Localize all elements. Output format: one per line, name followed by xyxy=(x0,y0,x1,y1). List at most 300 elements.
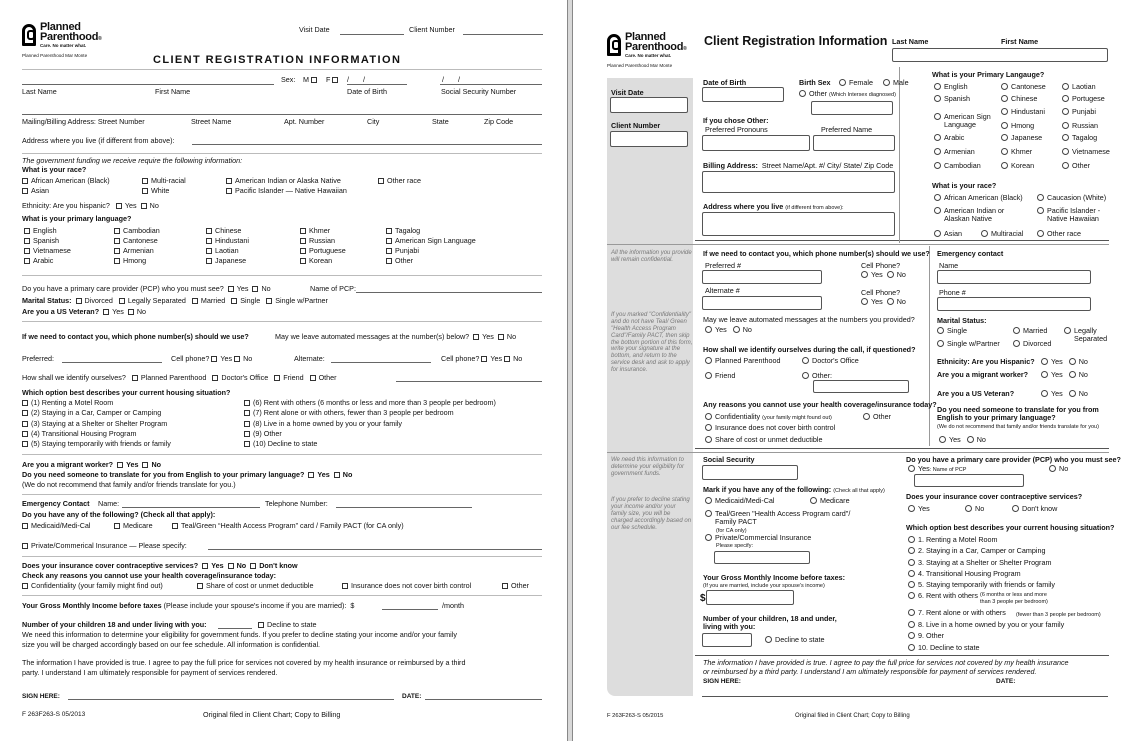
language-radio[interactable] xyxy=(1062,162,1069,169)
no-radio[interactable] xyxy=(1049,465,1056,472)
translate-question: Do you need someone to translate for you from English to your primary language? xyxy=(937,405,1099,423)
language-option[interactable] xyxy=(1062,134,1097,142)
race-radio[interactable] xyxy=(934,194,941,201)
race-checkbox[interactable] xyxy=(226,188,232,194)
no-radio[interactable] xyxy=(733,326,740,333)
identify-other-input[interactable] xyxy=(813,380,909,393)
housing-radio[interactable] xyxy=(908,570,915,577)
language-checkbox[interactable] xyxy=(24,228,30,234)
race-radio[interactable] xyxy=(934,230,941,237)
language-option[interactable] xyxy=(1001,134,1042,142)
language-checkbox[interactable] xyxy=(114,238,120,244)
sex-m-checkbox[interactable] xyxy=(311,77,317,83)
language-label: Laotian xyxy=(1072,82,1096,91)
dont-know-label: Don't know xyxy=(259,561,298,570)
identify-question: How shall we identify ourselves during the call, if questioned? xyxy=(703,345,916,354)
logo-reg: ® xyxy=(98,36,102,42)
race-asian: Asian xyxy=(944,229,962,238)
yes-checkbox[interactable] xyxy=(473,334,479,340)
sex-f-checkbox[interactable] xyxy=(332,77,338,83)
language-option[interactable] xyxy=(1062,95,1105,103)
preferred-name-input[interactable] xyxy=(813,135,895,151)
no-radio[interactable] xyxy=(1069,390,1076,397)
logo-name-1: Planned xyxy=(625,31,666,43)
home-address-input[interactable] xyxy=(702,212,895,236)
decline-label: Decline to state xyxy=(775,635,825,644)
language-option[interactable] xyxy=(24,247,71,255)
sex-f-option[interactable] xyxy=(326,76,341,84)
language-label: Vietnamese xyxy=(33,246,71,255)
reason-other: Other xyxy=(873,412,891,421)
yes-radio[interactable] xyxy=(908,465,915,472)
housing-option[interactable] xyxy=(908,592,978,600)
language-checkbox[interactable] xyxy=(386,258,392,264)
housing-option[interactable] xyxy=(22,399,113,407)
language-radio[interactable] xyxy=(1062,148,1069,155)
housing-option[interactable] xyxy=(908,609,1006,617)
no-radio[interactable] xyxy=(1069,371,1076,378)
dont-know-checkbox[interactable] xyxy=(250,563,256,569)
no-label: No xyxy=(1078,389,1088,398)
language-checkbox[interactable] xyxy=(300,248,306,254)
attestation-1: The information I have provided is true. I agree to pay the full price for services not covered by my health insurance xyxy=(703,658,1069,667)
language-label: Portugese xyxy=(1072,94,1105,103)
race-checkbox[interactable] xyxy=(22,178,28,184)
yes-checkbox[interactable] xyxy=(103,309,109,315)
housing-option[interactable] xyxy=(244,420,402,428)
no-checkbox[interactable] xyxy=(228,563,234,569)
attestation-1: The information I have provided is true. I agree to pay the full price for services not covered by my health insurance or reimbursed by a third xyxy=(22,658,466,667)
housing-checkbox[interactable] xyxy=(22,431,28,437)
language-radio[interactable] xyxy=(934,95,941,102)
language-option[interactable] xyxy=(24,257,53,265)
no-checkbox[interactable] xyxy=(252,286,258,292)
identify-radio[interactable] xyxy=(802,372,809,379)
language-radio[interactable] xyxy=(1001,122,1008,129)
yes-checkbox[interactable] xyxy=(116,203,122,209)
reason-no-birth-control: Insurance does not cover birth control xyxy=(715,423,836,432)
language-option[interactable] xyxy=(934,134,964,142)
marital-checkbox[interactable] xyxy=(231,298,237,304)
housing-option[interactable] xyxy=(22,440,171,448)
marital-radio[interactable] xyxy=(1013,327,1020,334)
housing-radio[interactable] xyxy=(908,536,915,543)
coverage-checkbox[interactable] xyxy=(22,523,28,529)
language-option[interactable] xyxy=(114,257,146,265)
housing-option[interactable] xyxy=(244,440,317,448)
housing-checkbox[interactable] xyxy=(244,410,250,416)
yes-radio[interactable] xyxy=(1041,371,1048,378)
dont-know-radio[interactable] xyxy=(1012,505,1019,512)
language-label: Portuguese xyxy=(309,246,346,255)
alternate-number-input[interactable] xyxy=(702,296,822,310)
yes-radio[interactable] xyxy=(1041,358,1048,365)
language-checkbox[interactable] xyxy=(206,248,212,254)
language-checkbox[interactable] xyxy=(300,228,306,234)
no-radio[interactable] xyxy=(967,436,974,443)
language-option[interactable] xyxy=(1001,108,1045,116)
language-option[interactable] xyxy=(1001,162,1034,170)
decline-checkbox[interactable] xyxy=(258,622,264,628)
yes-label: Yes xyxy=(490,354,503,363)
first-name-label: First Name xyxy=(155,87,191,96)
housing-radio[interactable] xyxy=(908,632,915,639)
housing-option[interactable] xyxy=(908,547,1045,555)
housing-checkbox[interactable] xyxy=(22,421,28,427)
pp-logo-mark-icon xyxy=(607,34,621,56)
language-option[interactable] xyxy=(206,237,249,245)
reason-radio[interactable] xyxy=(705,413,712,420)
yes-checkbox[interactable] xyxy=(228,286,234,292)
language-checkbox[interactable] xyxy=(386,248,392,254)
race-checkbox[interactable] xyxy=(378,178,384,184)
language-checkbox[interactable] xyxy=(386,228,392,234)
yes-checkbox[interactable] xyxy=(117,462,123,468)
yes-checkbox[interactable] xyxy=(202,563,208,569)
language-option[interactable] xyxy=(114,227,160,235)
housing-radio[interactable] xyxy=(908,592,915,599)
language-option[interactable] xyxy=(1062,83,1096,91)
housing-radio[interactable] xyxy=(908,621,915,628)
race-pacific-islander: Pacific Islander - Native Hawaiian xyxy=(1047,206,1101,224)
language-radio[interactable] xyxy=(1001,108,1008,115)
decline-radio[interactable] xyxy=(765,636,772,643)
language-label: Japanese xyxy=(1011,133,1043,142)
housing-checkbox[interactable] xyxy=(22,441,28,447)
funding-note: The government funding we receive require the following information: xyxy=(22,156,243,165)
page-title: CLIENT REGISTRATION INFORMATION xyxy=(153,54,402,66)
marital-checkbox[interactable] xyxy=(76,298,82,304)
race-checkbox[interactable] xyxy=(22,188,28,194)
pcp-name-input[interactable] xyxy=(914,474,1024,487)
housing-checkbox[interactable] xyxy=(244,431,250,437)
reasons-question: Check any reasons you cannot use your health coverage/insurance today: xyxy=(22,571,277,580)
housing-option[interactable] xyxy=(22,420,167,428)
ssn-input[interactable] xyxy=(702,465,798,480)
housing-option[interactable] xyxy=(908,559,1051,567)
no-radio[interactable] xyxy=(887,271,894,278)
yes-radio[interactable] xyxy=(939,436,946,443)
marital-married: Married xyxy=(200,296,226,305)
language-option[interactable] xyxy=(114,237,158,245)
language-checkbox[interactable] xyxy=(24,238,30,244)
housing-label: 1. Renting a Motel Room xyxy=(918,535,998,544)
language-radio[interactable] xyxy=(934,134,941,141)
housing-checkbox[interactable] xyxy=(22,410,28,416)
language-label: Russian xyxy=(1072,121,1098,130)
language-radio[interactable] xyxy=(1001,134,1008,141)
marital-radio[interactable] xyxy=(937,327,944,334)
eligibility-note-2: size you will be charged accordingly based on our fee schedule. All information is confidential. xyxy=(22,640,321,649)
language-option[interactable] xyxy=(386,237,476,245)
language-checkbox[interactable] xyxy=(24,258,30,264)
coverage-radio[interactable] xyxy=(705,510,712,517)
housing-option[interactable] xyxy=(908,581,1055,589)
race-radio[interactable] xyxy=(1037,207,1044,214)
no-label: No xyxy=(513,354,523,363)
reason-radio[interactable] xyxy=(705,436,712,443)
reason-checkbox[interactable] xyxy=(197,583,203,589)
housing-label: 5. Staying temporarily with friends or family xyxy=(918,580,1056,589)
language-option[interactable] xyxy=(300,247,346,255)
housing-radio[interactable] xyxy=(908,559,915,566)
billing-address-input[interactable] xyxy=(702,171,895,193)
language-label: Punjabi xyxy=(1072,107,1096,116)
identify-radio[interactable] xyxy=(802,357,809,364)
ec-phone-input[interactable] xyxy=(937,297,1091,311)
identify-checkbox[interactable] xyxy=(132,375,138,381)
reason-checkbox[interactable] xyxy=(22,583,28,589)
housing-label: 2. Staying in a Car, Camper or Camping xyxy=(918,546,1046,555)
language-option[interactable] xyxy=(934,162,981,170)
race-radio[interactable] xyxy=(1037,194,1044,201)
no-checkbox[interactable] xyxy=(142,462,148,468)
side-note-confidentiality: If you marked "Confidentiality" and do not have Teal/ Green "Health Access Program Card"/Family PACT, then skip the bottom portion of this form, write your signature at the bottom, and return to the service desk and ask to apply for insurance. xyxy=(611,312,693,374)
side-note-confidential: All the information you provide will remain confidential. xyxy=(611,250,692,263)
yes-checkbox[interactable] xyxy=(481,356,487,362)
language-option[interactable] xyxy=(1062,162,1090,170)
ec-name-input[interactable] xyxy=(937,270,1091,284)
marital-radio[interactable] xyxy=(1013,340,1020,347)
language-checkbox[interactable] xyxy=(386,238,392,244)
language-radio[interactable] xyxy=(1062,108,1069,115)
housing-6-note: (6 months or less and more xyxy=(980,592,1047,598)
language-radio[interactable] xyxy=(1001,83,1008,90)
no-checkbox[interactable] xyxy=(141,203,147,209)
income-input[interactable] xyxy=(706,590,794,605)
housing-option[interactable] xyxy=(908,536,998,544)
language-radio[interactable] xyxy=(1062,83,1069,90)
female-radio[interactable] xyxy=(839,79,846,86)
sidebar-column xyxy=(607,78,693,696)
language-option[interactable] xyxy=(1001,95,1037,103)
visit-date-input[interactable] xyxy=(610,97,688,113)
language-option[interactable] xyxy=(114,247,154,255)
marital-single-partner: Single w/Partner xyxy=(275,296,328,305)
yes-radio[interactable] xyxy=(705,326,712,333)
language-radio[interactable] xyxy=(1062,134,1069,141)
language-option[interactable] xyxy=(1001,83,1046,91)
marital-radio[interactable] xyxy=(1064,327,1071,334)
pronouns-input[interactable] xyxy=(702,135,810,151)
housing-checkbox[interactable] xyxy=(244,400,250,406)
race-checkbox[interactable] xyxy=(226,178,232,184)
housing-option[interactable] xyxy=(244,430,282,438)
no-checkbox[interactable] xyxy=(504,356,510,362)
language-option[interactable] xyxy=(24,237,59,245)
no-radio[interactable] xyxy=(1069,358,1076,365)
housing-label: 8. Live in a home owned by you or your family xyxy=(918,620,1065,629)
identify-checkbox[interactable] xyxy=(310,375,316,381)
date-label: DATE: xyxy=(996,678,1016,685)
identify-checkbox[interactable] xyxy=(212,375,218,381)
intersex-note: (Which Intersex diagnosed) xyxy=(828,92,896,98)
housing-question: Which option best describes your current housing situation? xyxy=(906,523,1115,532)
housing-checkbox[interactable] xyxy=(244,441,250,447)
language-radio[interactable] xyxy=(934,83,941,90)
language-radio[interactable] xyxy=(1062,95,1069,102)
marital-checkbox[interactable] xyxy=(119,298,125,304)
housing-radio[interactable] xyxy=(908,609,915,616)
housing-radio[interactable] xyxy=(908,547,915,554)
coverage-radio[interactable] xyxy=(705,534,712,541)
yes-label: Yes xyxy=(715,325,727,334)
race-checkbox[interactable] xyxy=(142,178,148,184)
language-option[interactable] xyxy=(1001,148,1032,156)
marital-separated: Legally Separated xyxy=(1074,326,1108,344)
reason-radio[interactable] xyxy=(863,413,870,420)
identify-radio[interactable] xyxy=(705,372,712,379)
language-radio[interactable] xyxy=(1062,122,1069,129)
coverage-checkbox[interactable] xyxy=(172,523,178,529)
language-option[interactable] xyxy=(386,257,413,265)
date-label: DATE: xyxy=(402,693,422,700)
language-checkbox[interactable] xyxy=(300,258,306,264)
housing-label: (9) Other xyxy=(253,428,282,438)
signature-line[interactable] xyxy=(702,686,1108,697)
race-radio[interactable] xyxy=(1037,230,1044,237)
language-option[interactable] xyxy=(300,257,332,265)
housing-label: (8) Live in a home owned by you or your family xyxy=(253,418,403,428)
reason-checkbox[interactable] xyxy=(502,583,508,589)
race-caucasian: Caucasion (White) xyxy=(1047,193,1107,202)
no-checkbox[interactable] xyxy=(234,356,240,362)
language-radio[interactable] xyxy=(934,162,941,169)
dob-input[interactable] xyxy=(702,87,784,102)
marital-married: Married xyxy=(1023,326,1048,335)
language-option[interactable] xyxy=(1062,108,1096,116)
housing-option[interactable] xyxy=(22,430,136,438)
ethnicity-question: Ethnicity: Are you hispanic? xyxy=(22,201,110,210)
reason-checkbox[interactable] xyxy=(342,583,348,589)
housing-label: 3. Staying at a Shelter or Shelter Program xyxy=(918,558,1052,567)
language-radio[interactable] xyxy=(934,113,941,120)
other-sex-radio[interactable] xyxy=(799,90,806,97)
telephone-label: Telephone Number: xyxy=(265,499,328,508)
housing-checkbox[interactable] xyxy=(244,421,250,427)
language-option[interactable] xyxy=(934,113,996,130)
marital-checkbox[interactable] xyxy=(192,298,198,304)
coverage-checkbox[interactable] xyxy=(114,523,120,529)
language-label: English xyxy=(33,226,57,235)
no-label: No xyxy=(742,325,752,334)
coverage-radio[interactable] xyxy=(705,497,712,504)
language-checkbox[interactable] xyxy=(24,248,30,254)
language-radio[interactable] xyxy=(1001,95,1008,102)
reason-radio[interactable] xyxy=(705,424,712,431)
client-number-input[interactable] xyxy=(610,131,688,147)
side-note-eligibility: We need this information to determine your eligibility for government funds. xyxy=(611,457,685,477)
pcp-name-label: Name of PCP xyxy=(932,467,967,473)
housing-option[interactable] xyxy=(244,409,454,417)
children-input[interactable] xyxy=(702,633,752,647)
housing-option[interactable] xyxy=(244,399,496,407)
no-label: No xyxy=(1078,357,1088,366)
yes-radio[interactable] xyxy=(861,271,868,278)
housing-option[interactable] xyxy=(908,644,980,652)
housing-radio[interactable] xyxy=(908,644,915,651)
race-radio[interactable] xyxy=(934,207,941,214)
language-label: Arabic xyxy=(33,256,54,265)
yes-radio[interactable] xyxy=(861,298,868,305)
language-label: English xyxy=(944,82,968,91)
identify-radio[interactable] xyxy=(705,357,712,364)
last-name-label: Last Name xyxy=(892,37,929,46)
no-label: No xyxy=(1078,370,1088,379)
coverage-checkbox[interactable] xyxy=(22,543,28,549)
language-option[interactable] xyxy=(386,227,420,235)
language-option[interactable] xyxy=(24,227,57,235)
reason-no-birth-control: Insurance does not cover birth control xyxy=(351,581,472,590)
housing-label: 10. Decline to state xyxy=(918,643,980,652)
no-checkbox[interactable] xyxy=(334,472,340,478)
language-option[interactable] xyxy=(206,257,246,265)
no-checkbox[interactable] xyxy=(498,334,504,340)
language-checkbox[interactable] xyxy=(114,248,120,254)
insurance-specify-input[interactable] xyxy=(714,551,810,564)
no-radio[interactable] xyxy=(887,298,894,305)
language-option[interactable] xyxy=(934,83,968,91)
language-checkbox[interactable] xyxy=(206,258,212,264)
race-checkbox[interactable] xyxy=(142,188,148,194)
housing-radio[interactable] xyxy=(908,581,915,588)
marital-checkbox[interactable] xyxy=(266,298,272,304)
language-checkbox[interactable] xyxy=(114,228,120,234)
language-checkbox[interactable] xyxy=(114,258,120,264)
housing-option[interactable] xyxy=(22,409,161,417)
language-checkbox[interactable] xyxy=(206,228,212,234)
no-checkbox[interactable] xyxy=(128,309,134,315)
language-checkbox[interactable] xyxy=(206,238,212,244)
male-radio[interactable] xyxy=(883,79,890,86)
identify-checkbox[interactable] xyxy=(274,375,280,381)
yes-checkbox[interactable] xyxy=(308,472,314,478)
language-radio[interactable] xyxy=(1001,162,1008,169)
housing-6-note-2: than 3 people per bedroom) xyxy=(980,599,1048,605)
housing-option[interactable] xyxy=(908,621,1064,629)
intersex-input[interactable] xyxy=(811,101,893,115)
preferred-number-input[interactable] xyxy=(702,270,822,284)
language-option[interactable] xyxy=(300,227,330,235)
housing-checkbox[interactable] xyxy=(22,400,28,406)
sex-m-option[interactable] xyxy=(303,76,320,84)
language-checkbox[interactable] xyxy=(300,238,306,244)
language-radio[interactable] xyxy=(1001,148,1008,155)
last-name-label: Last Name xyxy=(22,87,57,96)
race-radio[interactable] xyxy=(981,230,988,237)
yes-radio[interactable] xyxy=(908,505,915,512)
no-radio[interactable] xyxy=(965,505,972,512)
marital-radio[interactable] xyxy=(937,340,944,347)
housing-option[interactable] xyxy=(908,570,1021,578)
name-input[interactable] xyxy=(892,48,1108,62)
language-option[interactable] xyxy=(300,237,335,245)
language-option[interactable] xyxy=(1062,122,1098,130)
language-option[interactable] xyxy=(1062,148,1110,156)
language-option[interactable] xyxy=(934,95,970,103)
home-address-label: Address where you live (if different from above): xyxy=(22,136,175,145)
coverage-radio[interactable] xyxy=(810,497,817,504)
language-option[interactable] xyxy=(1001,122,1034,130)
language-option[interactable] xyxy=(206,227,241,235)
language-option[interactable] xyxy=(934,148,975,156)
yes-checkbox[interactable] xyxy=(211,356,217,362)
language-radio[interactable] xyxy=(934,148,941,155)
housing-option[interactable] xyxy=(908,632,944,640)
yes-radio[interactable] xyxy=(1041,390,1048,397)
language-option[interactable] xyxy=(386,247,419,255)
language-option[interactable] xyxy=(206,247,239,255)
